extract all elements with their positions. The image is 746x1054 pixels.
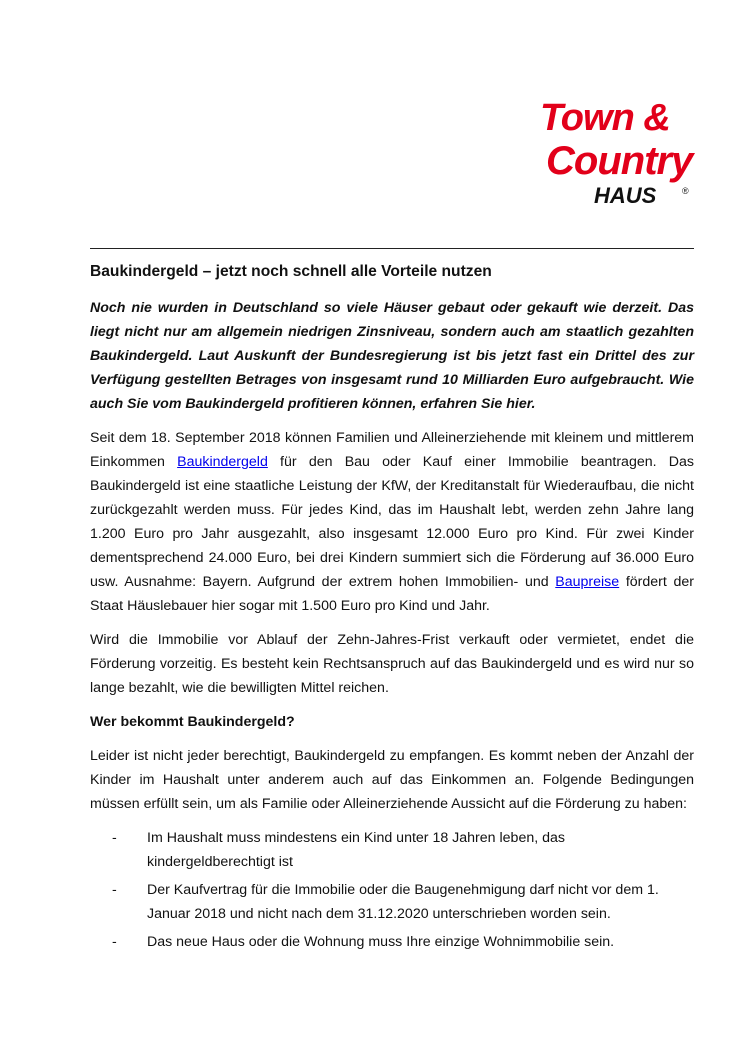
article-lead: Noch nie wurden in Deutschland so viele Häuser gebaut oder gekauft wie derzeit. Das liegt nicht nur am allgemein niedrigen Zinsniveau, sondern auch am staatlich gezahlten Baukindergeld. Laut Auskunft der Bundesregierung ist bis jetzt fast ein Drittel des zur Verfügung gestellten Betrages von insgesamt rund 10 Milliarden Euro aufgebraucht. Wie auch Sie vom Baukindergeld profitieren können, erfahren Sie hier. xyxy=(90,300,694,412)
bullet-marker: - xyxy=(112,830,117,846)
subheading: Wer bekommt Baukindergeld? xyxy=(90,714,295,730)
paragraph-3: Leider ist nicht jeder berechtigt, Baukindergeld zu empfangen. Es kommt neben der Anzahl der Kinder im Haushalt unter anderem auch auf das Einkommen an. Folgende Bedingungen müssen erfüllt sein, um als Familie oder Alleinerziehende Aussicht auf die Förderung zu haben: xyxy=(90,748,694,812)
list-item xyxy=(90,930,694,954)
article xyxy=(90,261,694,958)
logo-registered-mark: ® xyxy=(682,186,689,196)
paragraph-1-part-a: Seit dem 18. September 2018 können Familien und Alleinerziehende mit kleinem und mittlerem Einkommen xyxy=(90,430,694,470)
list-item-text: Das neue Haus oder die Wohnung muss Ihre einzige Wohnimmobilie sein. xyxy=(147,934,615,950)
list-item-text: Im Haushalt muss mindestens ein Kind unter 18 Jahren leben, das kindergeldberechtigt ist xyxy=(147,830,565,870)
logo-haus-text: HAUS xyxy=(594,183,657,208)
paragraph-1-part-b: für den Bau oder Kauf einer Immobilie beantragen. Das Baukindergeld ist eine staatliche Leistung der KfW, der Kreditanstalt für Wiederaufbau, die nicht zurückgezahlt werden muss. Für jedes Kind, das im Haushalt lebt, werden zehn Jahre lang 1.200 Euro pro Jahr ausgezahlt, also insgesamt 12.000 Euro pro Kind. Für zwei Kinder dementsprechend 24.000 Euro, bei drei Kindern summiert sich die Förderung auf 36.000 Euro usw. Ausnahme: Bayern. Aufgrund der extrem hohen Immobilien- und xyxy=(90,454,694,590)
town-country-haus-logo xyxy=(536,90,698,210)
list-item-text: Der Kaufvertrag für die Immobilie oder die Baugenehmigung darf nicht vor dem 1. Januar 2018 und nicht nach dem 31.12.2020 unterschrieben worden sein. xyxy=(147,882,659,922)
conditions-list xyxy=(90,826,694,954)
header-divider xyxy=(90,248,694,249)
baupreise-link[interactable]: Baupreise xyxy=(555,574,620,590)
paragraph-1 xyxy=(90,426,694,618)
paragraph-1-part-c: fördert der Staat Häuslebauer hier sogar mit 1.500 Euro pro Kind und Jahr. xyxy=(90,574,694,614)
logo-town-text: Town & xyxy=(540,97,670,139)
baukindergeld-link[interactable]: Baukindergeld xyxy=(177,454,268,470)
paragraph-2: Wird die Immobilie vor Ablauf der Zehn-Jahres-Frist verkauft oder vermietet, endet die Förderung vorzeitig. Es besteht kein Rechtsanspruch auf das Baukindergeld und es wird nur so lange bezahlt, wie die bewilligten Mittel reichen. xyxy=(90,632,694,696)
list-item xyxy=(90,826,694,874)
list-item xyxy=(90,878,694,926)
article-title: Baukindergeld – jetzt noch schnell alle Vorteile nutzen xyxy=(90,263,492,280)
bullet-marker: - xyxy=(112,934,117,950)
logo-country-text: Country xyxy=(546,139,693,183)
bullet-marker: - xyxy=(112,882,117,898)
